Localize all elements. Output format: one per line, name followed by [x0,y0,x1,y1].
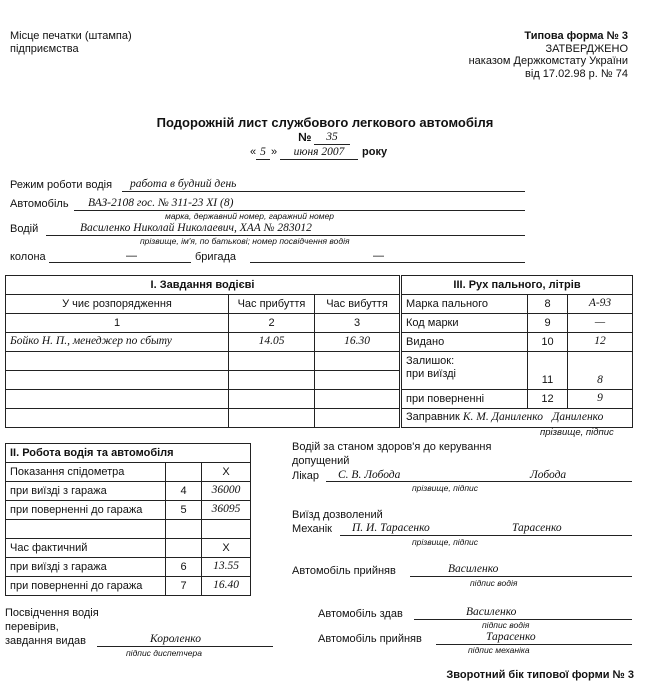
remain-exit-label [402,352,528,390]
doctor-hint: прізвище, підпис [412,483,479,493]
brand-code-code: 9 [528,314,568,333]
car-accepted-label: Автомобіль прийняв [292,565,396,577]
driver-hint: прізвище, ім'я, по батькові; номер посвідчення водія [140,236,350,246]
actual-time-x: X [202,539,251,558]
license-checked-line-1: Посвідчення водія [5,607,99,619]
form-approval-block [469,30,628,81]
work-mode-value: работа в будний день [130,178,237,190]
brand-code-label: Код марки [402,314,528,333]
garage-exit-code: 4 [166,482,202,501]
remain-return-code: 12 [528,390,568,409]
mechanic-name: П. И. Тарасенко [352,522,430,534]
remain-return-value: 9 [568,390,633,409]
garage-exit-label: при виїзді з гаража [6,482,166,501]
order-line-1: наказом Держкомстату України [468,55,628,68]
refueler-signature: Даниленко [552,411,604,424]
car-received-label: Автомобіль прийняв [318,633,422,645]
task-empty-row [6,371,400,390]
task-num-1: 1 [6,314,229,333]
number-prefix: № [298,130,312,144]
driver-task-table [5,275,400,428]
year-word: року [362,146,388,158]
garage-return-code: 5 [166,501,202,520]
car-received-hint: підпис механіка [468,645,530,655]
date-month-year: июня 2007 [280,146,358,160]
license-checked-line-2: перевірив, [5,621,59,633]
remain-exit-code: 11 [528,352,568,390]
task-num-3: 3 [315,314,400,333]
fuel-brand-label: Марка пального [402,295,528,314]
task-col-arrival: Час прибуття [229,295,315,314]
fuel-movement-table [401,275,633,428]
speedometer-x: X [202,463,251,482]
dispatcher-signature: Короленко [150,633,201,645]
form-title: Типова форма № 3 [524,30,628,42]
actual-time-label: Час фактичний [6,539,166,558]
back-side-note: Зворотний бік типової форми № 3 [446,669,634,681]
refueler-hint: прізвище, підпис [540,427,614,438]
dispatcher-hint: підпис диспетчера [126,648,202,658]
refueler-label: Заправник [406,411,460,424]
column-dash: — [126,250,137,262]
remain-exit-value: 8 [568,352,633,390]
car-label: Автомобіль [10,198,69,210]
mechanic-label: Механік [292,523,332,535]
time-return-label: при поверненні до гаража [6,577,166,596]
task-row1-arrival: 14.05 [229,333,315,352]
task-table-header: I. Завдання водієві [6,276,400,295]
fuel-brand-code: 8 [528,295,568,314]
task-empty-row [6,390,400,409]
stamp-line-2: підприємства [10,42,79,55]
task-empty-row [6,409,400,428]
mechanic-hint: прізвище, підпис [412,537,479,547]
car-handed-label: Автомобіль здав [318,608,403,620]
car-value: ВАЗ-2108 гос. № 311-23 XI (8) [88,197,234,209]
driver-label: Водій [10,223,39,235]
refueler-row [402,409,633,428]
driver-value: Василенко Николай Николаевич, ХАА № 283012 [80,222,312,234]
work-empty-row [6,520,251,539]
speedometer-label: Показання спідометра [6,463,166,482]
brand-code-value: — [568,314,633,333]
stamp-line-1: Місце печатки (штампа) [10,30,132,42]
garage-exit-value: 36000 [202,482,251,501]
document-title: Подорожній лист службового легкового автомобіля [156,115,494,130]
brigade-label: бригада [195,251,236,263]
date-quote-open: « [250,146,257,158]
fuel-table-header: III. Рух пального, літрів [402,276,633,295]
task-row1-whom: Бойко Н. П., менеджер по сбыту [6,333,229,352]
brigade-dash: — [373,250,384,262]
car-accepted-signature: Василенко [448,563,499,575]
garage-return-label: при поверненні до гаража [6,501,166,520]
document-number: 35 [314,131,350,145]
health-line-1: Водій за станом здоров'я до керування [292,441,492,453]
doctor-label: Лікар [292,470,319,482]
car-accepted-hint: підпис водія [470,578,518,588]
stamp-place-label [10,30,132,55]
column-label: колона [10,251,46,263]
issued-value: 12 [568,333,633,352]
time-exit-value: 13.55 [202,558,251,577]
garage-return-value: 36095 [202,501,251,520]
task-row1-departure: 16.30 [315,333,400,352]
doctor-signature: Лобода [530,469,567,481]
remain-label: Залишок: [406,355,455,367]
driver-car-work-table [5,443,251,596]
task-col-departure: Час вибуття [315,295,400,314]
car-handed-hint: підпис водія [482,620,530,630]
approved-label: ЗАТВЕРДЖЕНО [545,42,628,55]
time-exit-label: при виїзді з гаража [6,558,166,577]
issued-label: Видано [402,333,528,352]
work-mode-label: Режим роботи водія [10,179,113,191]
refueler-name: К. М. Даниленко [462,411,543,424]
time-exit-code: 6 [166,558,202,577]
health-line-2: допущений [292,455,350,467]
car-hint: марка, державний номер, гаражний номер [165,211,335,221]
task-empty-row [6,352,400,371]
remain-return-label: при поверненні [402,390,528,409]
time-return-value: 16.40 [202,577,251,596]
date-day: 5 [256,146,270,160]
time-return-code: 7 [166,577,202,596]
exit-allowed-label: Виїзд дозволений [292,509,383,521]
car-handed-signature: Василенко [466,606,517,618]
car-received-signature: Тарасенко [486,631,536,643]
fuel-brand-value: А-93 [568,295,633,314]
doctor-name: С. В. Лобода [338,469,401,481]
date-quote-close: » [271,146,278,158]
issued-code: 10 [528,333,568,352]
exit-label: при виїзді [406,367,456,380]
task-issued-label: завдання видав [5,635,86,647]
task-col-whom: У чиє розпорядження [6,295,229,314]
work-table-header: II. Робота водія та автомобіля [6,444,251,463]
order-line-2: від 17.02.98 р. № 74 [525,67,628,80]
mechanic-signature: Тарасенко [512,522,562,534]
task-num-2: 2 [229,314,315,333]
